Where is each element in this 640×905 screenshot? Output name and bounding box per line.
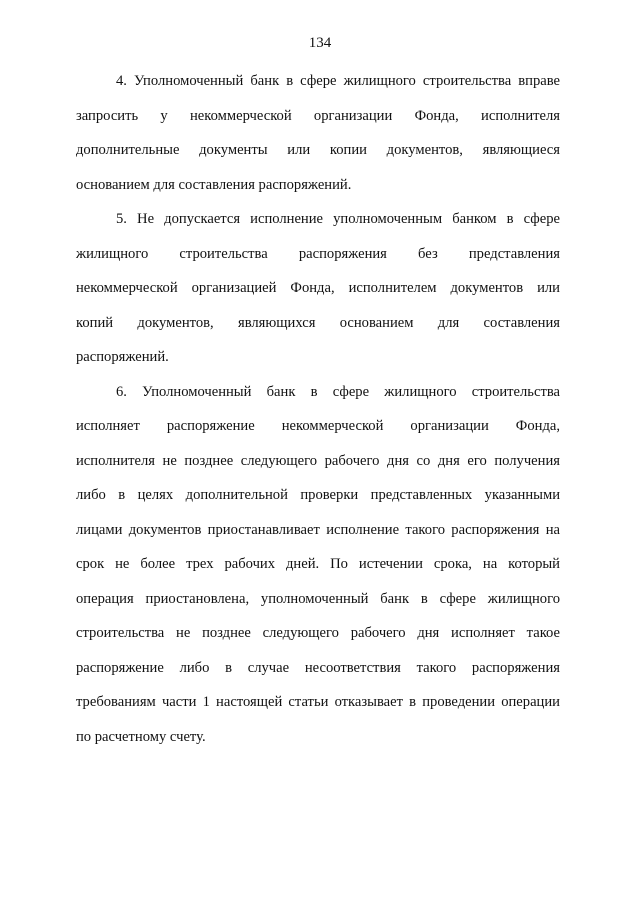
- text-line: запросить у некоммерческой организации Фонда, исполнителя: [76, 107, 560, 124]
- text-line: либо в целях дополнительной проверки представленных указанными: [76, 487, 560, 503]
- text-line: требованиям части 1 настоящей статьи отказывает в проведении операции: [76, 694, 560, 710]
- text-line: операция приостановлена, уполномоченный банк в сфере жилищного: [76, 590, 560, 607]
- paragraph-6: [76, 375, 560, 755]
- paragraph-4: [76, 64, 560, 202]
- text-line: распоряжение либо в случае несоответствия такого распоряжения: [76, 659, 560, 676]
- page-number: 134: [308, 35, 332, 51]
- text-line: срок не более трех рабочих дней. По истечении срока, на который: [76, 556, 560, 572]
- text-line: дополнительные документы или копии документов, являющиеся: [76, 142, 560, 158]
- text-line: некоммерческой организацией Фонда, исполнителем документов или: [76, 280, 560, 296]
- text-line: 5. Не допускается исполнение уполномоченным банком в сфере: [116, 211, 560, 227]
- paragraph-5: [76, 202, 560, 375]
- text-line: строительства не позднее следующего рабочего дня исполняет такое: [76, 625, 560, 641]
- text-line: копий документов, являющихся основанием для составления: [76, 314, 560, 331]
- text-line: лицами документов приостанавливает исполнение такого распоряжения на: [76, 521, 560, 538]
- text-line: основанием для составления распоряжений.: [76, 176, 352, 193]
- document-body: [76, 64, 560, 754]
- text-line: жилищного строительства распоряжения без представления: [76, 245, 560, 262]
- text-line: 6. Уполномоченный банк в сфере жилищного строительства: [116, 383, 560, 400]
- text-line: по расчетному счету.: [76, 728, 206, 745]
- text-line: исполнителя не позднее следующего рабочего дня со дня его получения: [76, 452, 560, 469]
- text-line: 4. Уполномоченный банк в сфере жилищного строительства вправе: [116, 73, 560, 89]
- text-line: распоряжений.: [76, 349, 169, 365]
- text-line: исполняет распоряжение некоммерческой организации Фонда,: [76, 418, 560, 434]
